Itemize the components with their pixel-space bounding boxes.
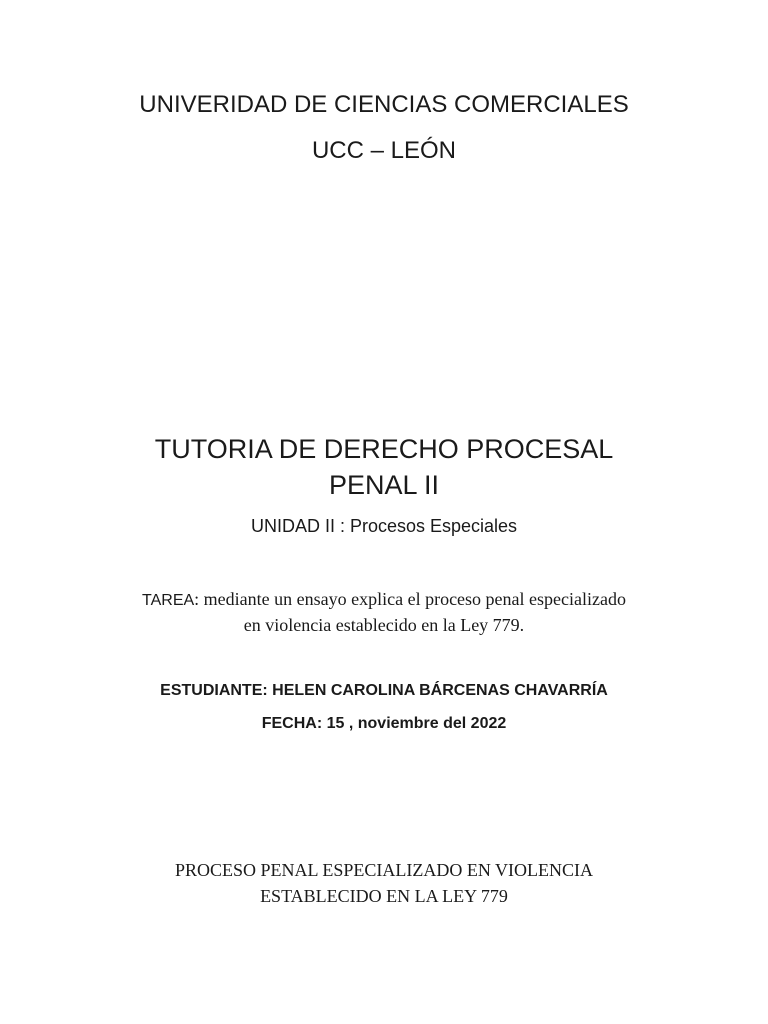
task-text-line1: : mediante un ensayo explica el proceso penal especializado [194, 589, 626, 609]
task-label: TAREA [142, 592, 195, 609]
course-title-line1: TUTORIA DE DERECHO PROCESAL [154, 434, 614, 464]
essay-title-line1: PROCESO PENAL ESPECIALIZADO EN VIOLENCIA [175, 860, 593, 880]
essay-title-line2: ESTABLECIDO EN LA LEY 779 [260, 886, 508, 906]
university-name: UNIVERIDAD DE CIENCIAS COMERCIALES [139, 91, 629, 118]
university-campus: UCC – LEÓN [311, 137, 457, 164]
date-line: FECHA: 15 , noviembre del 2022 [261, 715, 507, 732]
task-line1 [0, 589, 768, 610]
unit-subtitle: UNIDAD II : Procesos Especiales [250, 516, 518, 536]
student-line: ESTUDIANTE: HELEN CAROLINA BÁRCENAS CHAVARRÍA [160, 682, 608, 699]
course-title-line2: PENAL II [328, 470, 440, 500]
task-text-line2: en violencia establecido en la Ley 779. [243, 615, 525, 635]
